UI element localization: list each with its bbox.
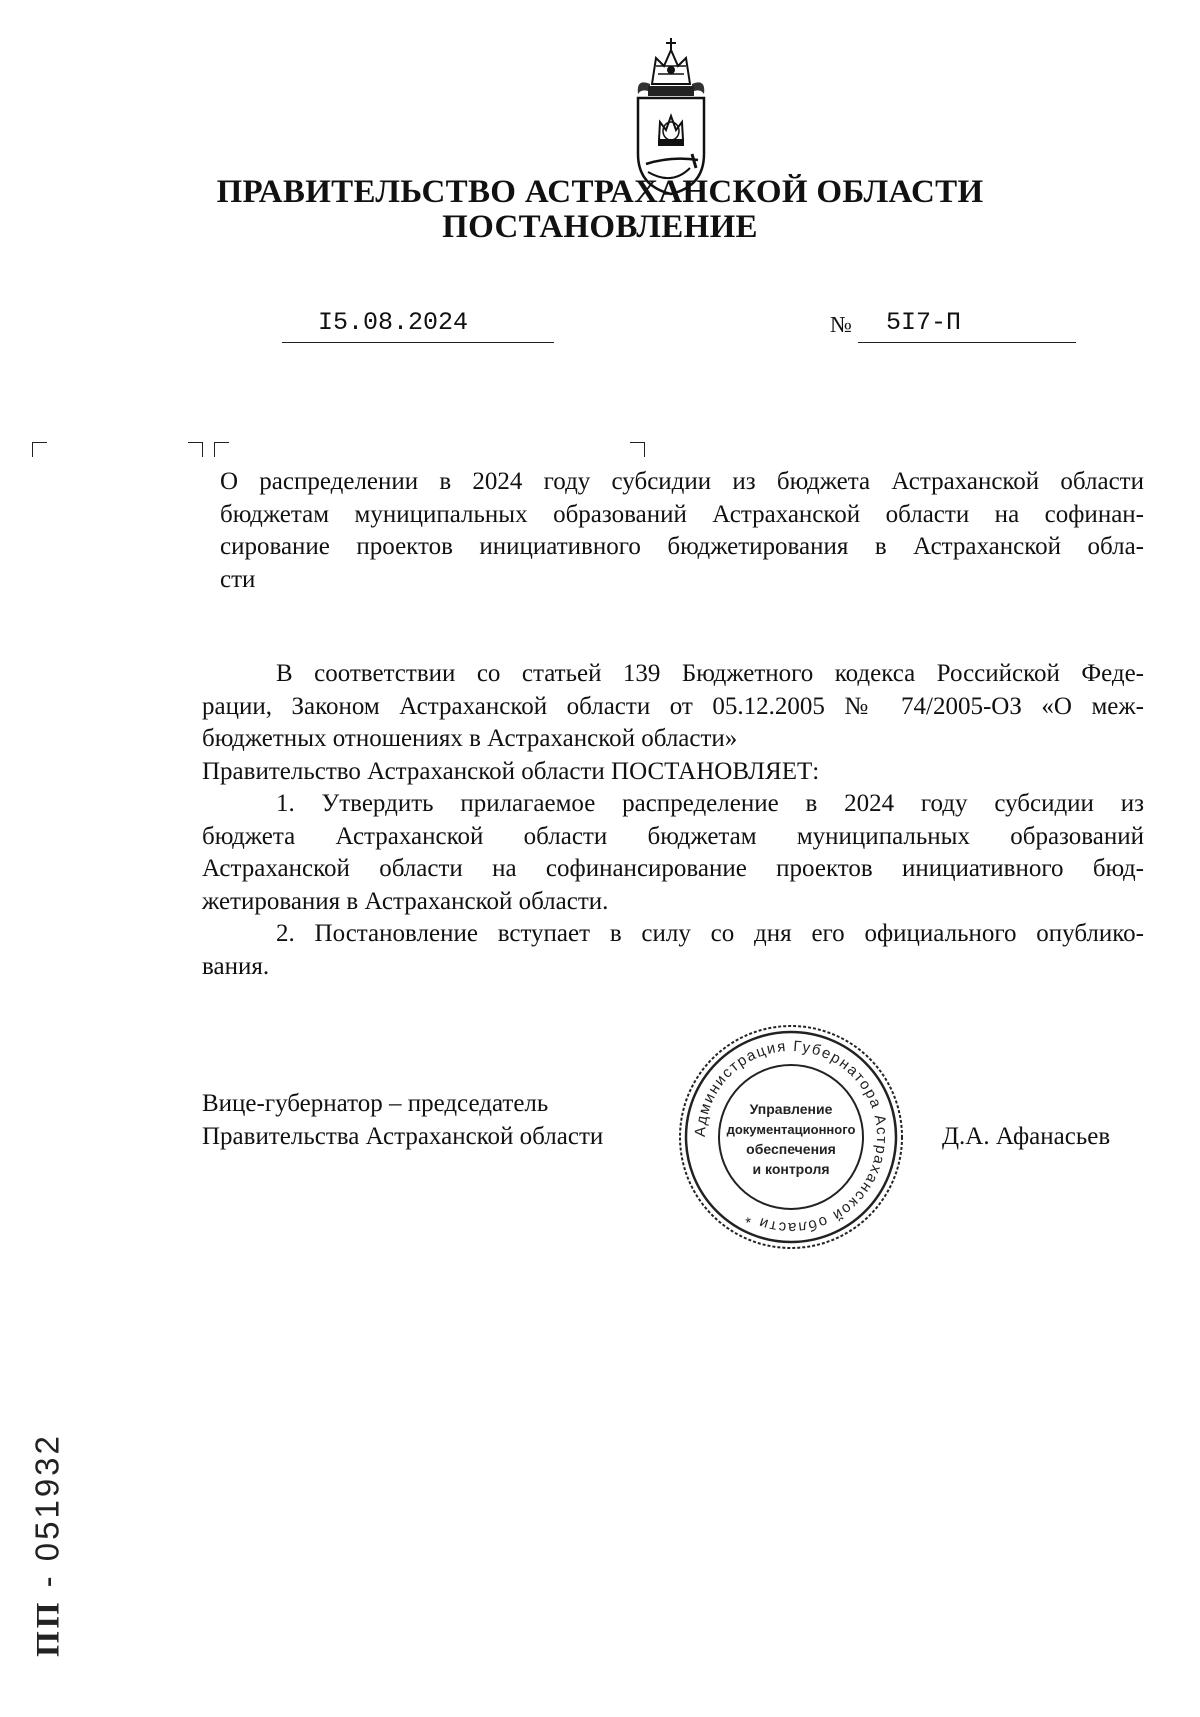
document-date: I5.08.2024	[318, 308, 469, 337]
official-stamp	[676, 1022, 906, 1252]
stamp-center-line: обеспечения	[746, 1141, 836, 1157]
document-body	[202, 658, 1144, 983]
body-line: Астраханской области на софинансирование проектов инициативного бюд-	[202, 855, 1144, 882]
body-line: 2. Постановление вступает в силу со дня его официального опублико-	[276, 920, 1144, 947]
body-line: Правительство Астраханской области ПОСТАНОВЛЯЕТ:	[202, 757, 820, 785]
title-line: сирование проектов инициативного бюджетирования в Астраханской обла-	[220, 533, 1144, 560]
title-line: бюджетам муниципальных образований Астраханской области на софинан-	[220, 500, 1144, 528]
margin-corner-mark	[188, 442, 203, 457]
margin-corner-mark	[32, 442, 47, 457]
body-line: жетирования в Астраханской области.	[202, 887, 609, 915]
number-line	[858, 308, 1076, 343]
title-line: сти	[220, 565, 256, 593]
title-corner-mark	[630, 442, 645, 457]
stamp-center-line: документационного	[726, 1122, 856, 1137]
signature-position-line: Вице-губернатор – председатель	[202, 1090, 549, 1117]
stamp-center-line: Управление	[749, 1101, 833, 1117]
body-line: рации, Законом Астраханской области от 05.12.2005 № 74/2005-ОЗ «О меж-	[202, 692, 1144, 720]
stamp-ring-text: Администрация Губернатора Астраханской области *	[691, 1037, 891, 1237]
document-title	[220, 466, 1144, 596]
title-corner-mark	[214, 442, 229, 457]
document-type-heading: ПОСТАНОВЛЕНИЕ	[442, 209, 758, 245]
signatory-name: Д.А. Афанасьев	[942, 1123, 1111, 1150]
government-heading: ПРАВИТЕЛЬСТВО АСТРАХАНСКОЙ ОБЛАСТИ	[216, 174, 984, 210]
serial-dash: -	[28, 1561, 66, 1600]
body-line: В соответствии со статьей 139 Бюджетного кодекса Российской Феде-	[276, 660, 1144, 687]
stamp-center-line: и контроля	[752, 1161, 830, 1177]
document-number: 5I7-П	[886, 308, 962, 337]
serial-number: 051932	[28, 1433, 66, 1562]
coat-of-arms-emblem	[626, 36, 716, 196]
body-line: 1. Утвердить прилагаемое распределение в 2024 году субсидии из	[276, 790, 1144, 817]
blank-serial-number	[18, 1385, 78, 1705]
title-line: О распределении в 2024 году субсидии из бюджета Астраханской области	[220, 468, 1144, 495]
date-line	[282, 308, 554, 343]
body-line: бюджета Астраханской области бюджетам муниципальных образований	[202, 822, 1144, 850]
signature-position-line: Правительства Астраханской области	[202, 1123, 604, 1150]
body-line: бюджетных отношениях в Астраханской области»	[202, 725, 738, 752]
number-sign: №	[830, 312, 852, 337]
serial-prefix: ПП	[30, 1599, 67, 1657]
body-line: вания.	[202, 952, 270, 980]
